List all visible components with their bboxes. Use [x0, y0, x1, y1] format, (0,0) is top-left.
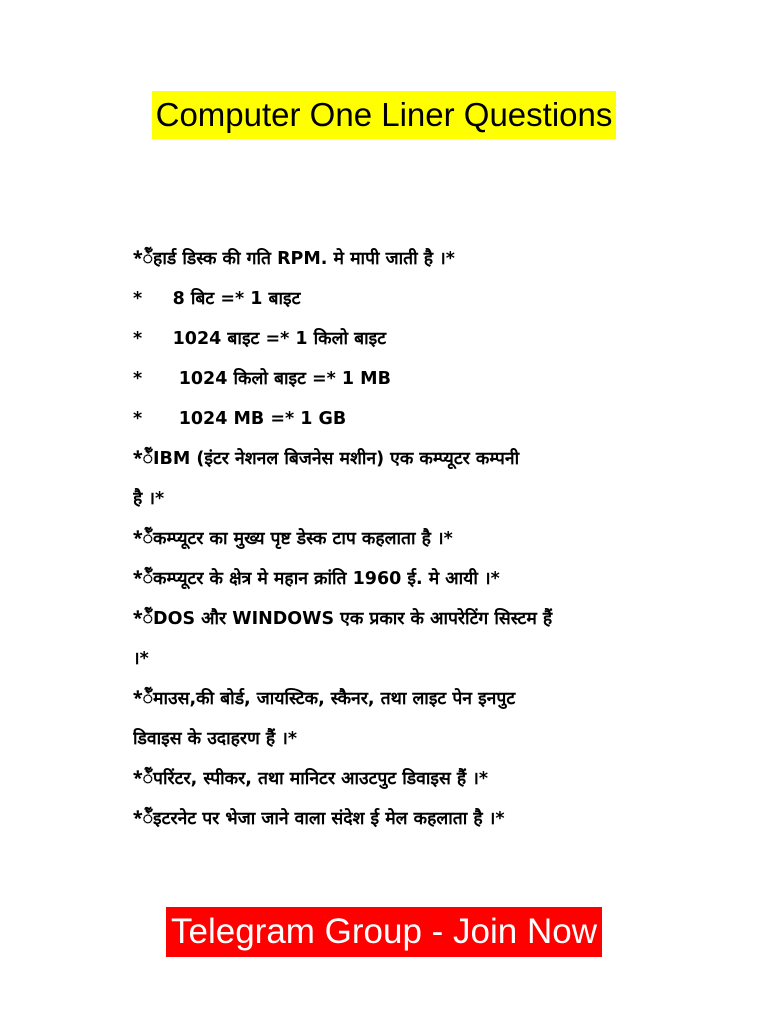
list-item: ।*	[133, 649, 149, 669]
list-item: *ँ̀̃DOS और WINDOWS एक प्रकार के आपरेटिंग सिस्टम हैं	[133, 609, 553, 629]
list-item: *ँ̀̃IBM (इंटर नेशनल बिजनेस मशीन) एक कम्प्यूटर कम्पनी	[133, 449, 520, 469]
list-item: *ँ̀̃माउस,की बोर्ड, जायस्टिक, स्कैनर, तथा लाइट पेन इनपुट	[133, 689, 516, 709]
list-item: *ँ̀̃परिंटर, स्पीकर, तथा मानिटर आउटपुट डिवाइस हैं ।*	[133, 769, 489, 789]
list-item: * 1024 MB =* 1 GB	[133, 409, 347, 429]
list-item: *ँ̀̃कम्प्यूटर के क्षेत्र मे महान क्रांति 1960 ई. मे आयी ।*	[133, 569, 500, 589]
list-item: है ।*	[133, 489, 165, 509]
page-title: Computer One Liner Questions	[152, 91, 617, 139]
list-item: * 1024 बाइट =* 1 किलो बाइट	[133, 329, 387, 349]
list-item: *ँ̀̃इटरनेट पर भेजा जाने वाला संदेश ई मेल कहलाता है ।*	[133, 809, 505, 829]
list-item: *ँ̀̃हार्ड डिस्क की गति RPM. मे मापी जाती है ।*	[133, 249, 455, 269]
list-item: * 1024 किलो बाइट =* 1 MB	[133, 369, 391, 389]
list-item: *ँ̀̃कम्प्यूटर का मुख्य पृष्ट डेस्क टाप कहलाता है ।*	[133, 529, 453, 549]
page-title-container	[0, 91, 768, 139]
telegram-join-link[interactable]: Telegram Group - Join Now	[166, 907, 602, 957]
list-item: * 8 बिट =* 1 बाइट	[133, 289, 301, 309]
question-list	[133, 239, 693, 839]
cta-container	[0, 907, 768, 957]
list-item: डिवाइस के उदाहरण हैं ।*	[133, 729, 297, 749]
